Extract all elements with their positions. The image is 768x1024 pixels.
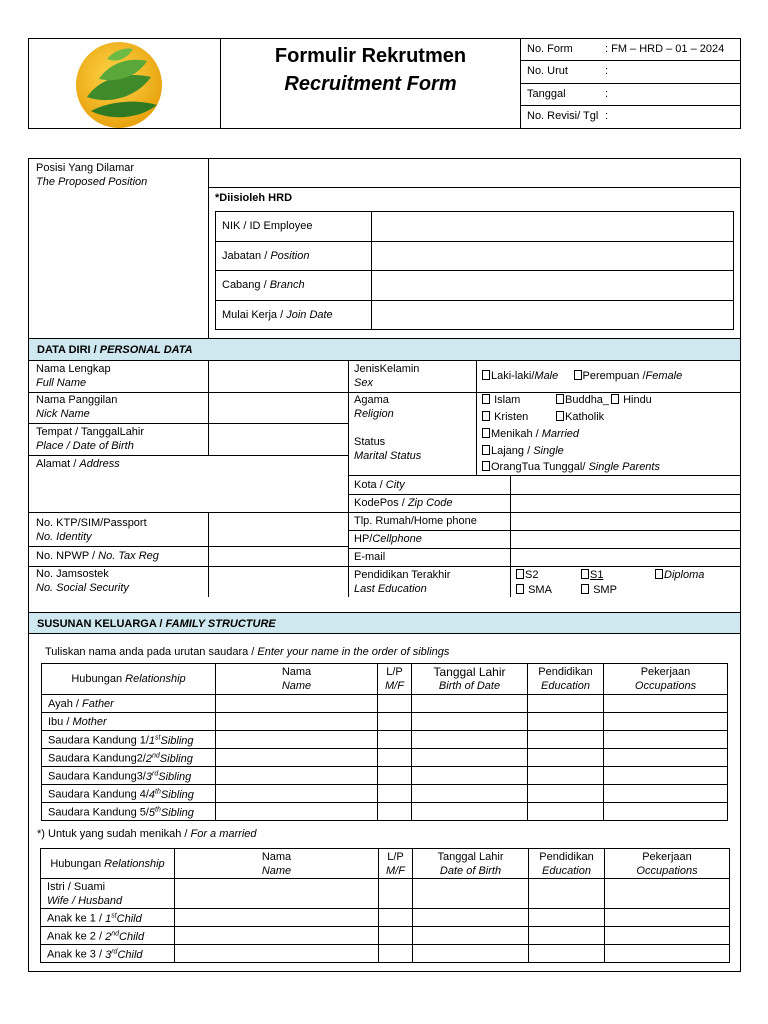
table-row: Anak ke 3 / 3rdChild (41, 945, 730, 963)
identity-label: No. KTP/SIM/Passport No. Identity (36, 517, 147, 543)
table-row: Anak ke 1 / 1stChild (41, 909, 730, 927)
education-label: Pendidikan Terakhir Last Education (354, 569, 451, 595)
form-meta (521, 39, 740, 128)
meta-revision: No. Revisi/ Tgl : (527, 109, 609, 122)
nik-field[interactable] (372, 212, 734, 242)
male-checkbox[interactable]: Laki-laki/Male (482, 370, 558, 382)
hrd-row-nik: NIK / ID Employee (216, 212, 734, 242)
married-note: *) Untuk yang sudah menikah / For a married (37, 828, 257, 840)
cellphone-label: HP/Cellphone (354, 533, 422, 545)
zip-label: KodePos / Zip Code (354, 497, 453, 509)
status-opt-single-parent[interactable]: OrangTua Tunggal/ Single Parents (482, 460, 660, 474)
hrd-row-position: Jabatan / Position (216, 241, 734, 271)
edu-opt-smp[interactable]: SMP (581, 583, 617, 597)
recruitment-form (28, 158, 741, 972)
marital-status-label: Status Marital Status (354, 436, 422, 462)
sibling-header-row: Hubungan Relationship Nama Name L/P M/F Tanggal Lahir Birth of Date Pendidikan Education Pekerjaan Occupations (42, 664, 728, 695)
meta-seq-no: No. Urut : (521, 61, 740, 83)
join-date-field[interactable] (372, 300, 734, 330)
position-label: Posisi Yang Dilamar The Proposed Position (36, 162, 148, 188)
religion-opt-islam[interactable]: Islam (482, 393, 520, 407)
leaf-logo-icon (29, 39, 221, 128)
sex-options (482, 369, 682, 383)
jamsostek-label: No. Jamsostek No. Social Security (36, 568, 129, 594)
status-opt-single[interactable]: Lajang / Single (482, 444, 564, 458)
sibling-instruction: Tuliskan nama anda pada urutan saudara / Enter your name in the order of siblings (45, 646, 450, 658)
edu-opt-sma[interactable]: SMA (516, 583, 552, 597)
married-family-table (40, 848, 730, 963)
married-header-row: Hubungan Relationship Nama Name L/P M/F Tanggal Lahir Date of Birth Pendidikan Education Pekerjaan Occupations (41, 849, 730, 879)
table-row: Saudara Kandung3/3rdSibling (42, 767, 728, 785)
religion-opt-hindu[interactable]: Hindu (611, 393, 652, 407)
religion-opt-kristen[interactable]: Kristen (482, 410, 528, 424)
address-label: Alamat / Address (36, 458, 120, 470)
branch-field[interactable] (372, 271, 734, 301)
table-row: Ibu / Mother (42, 713, 728, 731)
npwp-label: No. NPWP / No. Tax Reg (36, 550, 159, 562)
hrd-table (215, 211, 734, 330)
meta-form-no: No. Form : FM – HRD – 01 – 2024 (521, 39, 740, 61)
hrd-note: *Diisioleh HRD (215, 192, 293, 204)
form-title-id: Formulir Rekrutmen (274, 45, 467, 67)
meta-date: Tanggal : (521, 84, 740, 106)
hrd-row-join-date: Mulai Kerja / Join Date (216, 300, 734, 330)
edu-opt-diploma[interactable]: Diploma (655, 568, 704, 582)
table-row: Saudara Kandung 5/5thSibling (42, 803, 728, 821)
edu-opt-s2[interactable]: S2 (516, 568, 538, 582)
position-field[interactable] (372, 241, 734, 271)
table-row: Saudara Kandung2/2ndSibling (42, 749, 728, 767)
religion-opt-katholik[interactable]: Katholik (556, 410, 604, 424)
edu-opt-s1[interactable]: S1 (581, 568, 603, 582)
table-row: Saudara Kandung 1/1stSibling (42, 731, 728, 749)
sibling-table (41, 663, 728, 821)
company-logo (29, 39, 221, 128)
table-row: Anak ke 2 / 2ndChild (41, 927, 730, 945)
religion-label: Agama Religion (354, 394, 394, 420)
city-label: Kota / City (354, 479, 405, 491)
status-opt-married[interactable]: Menikah / Married (482, 427, 579, 441)
nick-name-label: Nama Panggilan Nick Name (36, 394, 118, 420)
sex-label: JenisKelamin Sex (354, 363, 420, 389)
table-row: Saudara Kandung 4/4thSibling (42, 785, 728, 803)
birth-label: Tempat / TanggalLahir Place / Date of Birth (36, 426, 145, 452)
female-checkbox[interactable]: Perempuan /Female (574, 370, 683, 382)
religion-opt-buddha[interactable]: Buddha_ (556, 393, 609, 407)
section-personal-data: DATA DIRI / PERSONAL DATA (29, 338, 740, 361)
table-row: Istri / Suami Wife / Husband (41, 879, 730, 909)
table-row: Ayah / Father (42, 695, 728, 713)
email-label: E-mail (354, 551, 386, 563)
home-phone-label: Tlp. Rumah/Home phone (354, 515, 477, 527)
form-header (28, 38, 741, 129)
form-title-en: Recruitment Form (284, 73, 457, 95)
form-title-block (221, 39, 521, 128)
hrd-row-branch: Cabang / Branch (216, 271, 734, 301)
full-name-label: Nama Lengkap Full Name (36, 363, 111, 389)
section-family-structure: SUSUNAN KELUARGA / FAMILY STRUCTURE (29, 612, 740, 634)
